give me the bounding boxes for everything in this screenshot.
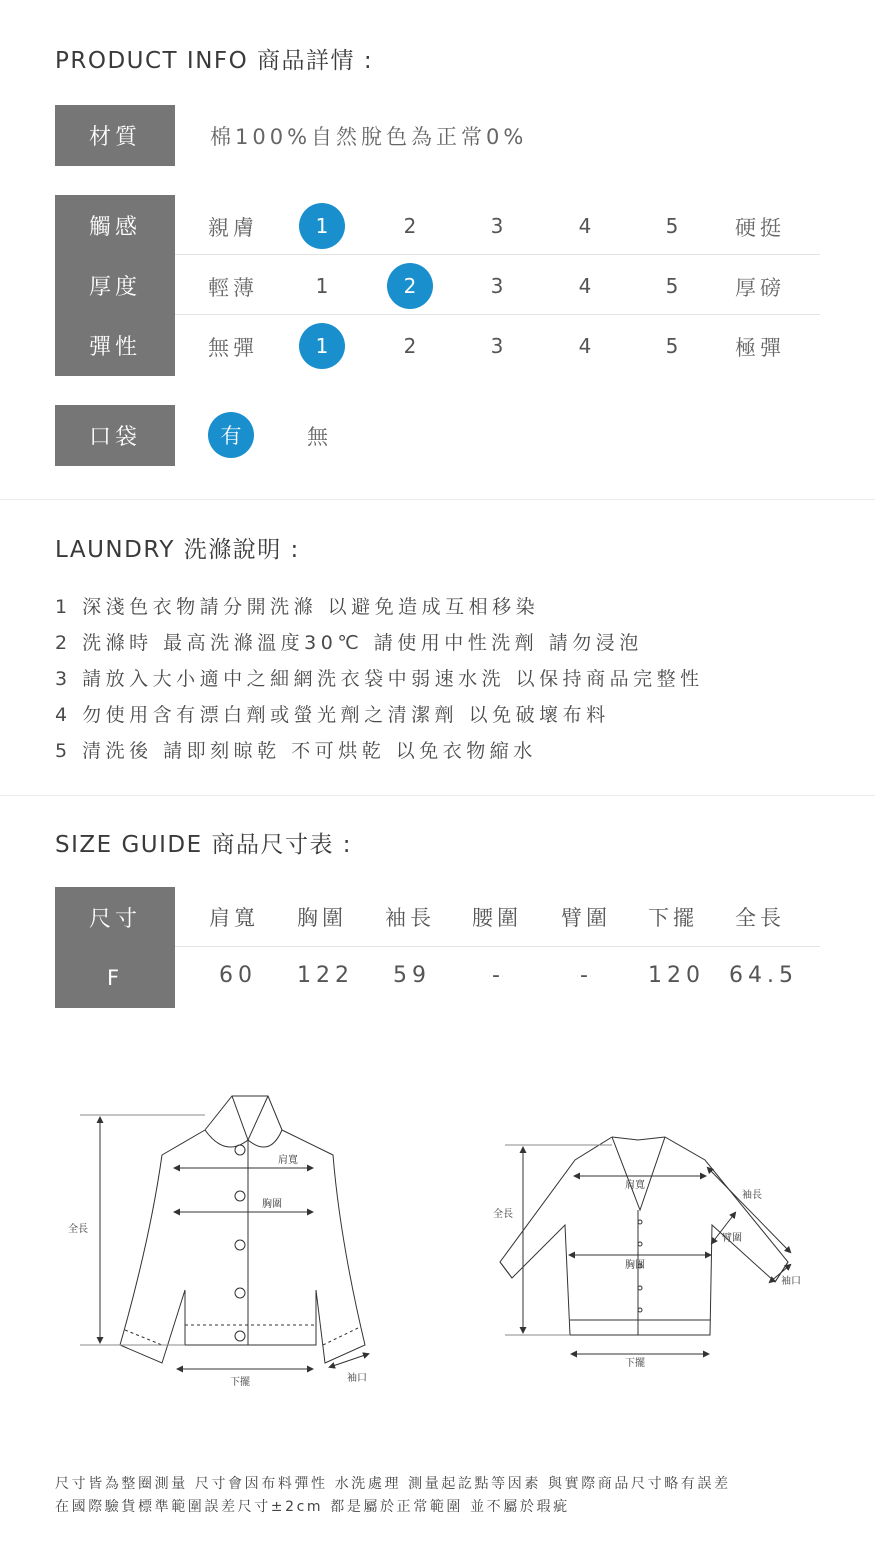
- pocket-option-no: 無: [307, 425, 332, 449]
- scale-level-1: 1: [315, 274, 329, 298]
- scale-high-label: 厚磅: [735, 276, 785, 300]
- laundry-item: 2 洗滌時 最高洗滌溫度30℃ 請使用中性洗劑 請勿浸泡: [55, 632, 643, 654]
- laundry-item: 1 深淺色衣物請分開洗滌 以避免造成互相移染: [55, 596, 540, 618]
- right-arm-label: 臂圍: [722, 1233, 742, 1244]
- pocket-option-yes: 有: [208, 412, 254, 458]
- row-divider: [175, 946, 820, 947]
- row-divider: [175, 254, 820, 255]
- size-row-label: F: [55, 947, 175, 1008]
- left-cuff-label: 袖口: [347, 1373, 367, 1384]
- right-sleeve-label: 袖長: [742, 1190, 762, 1201]
- material-label: 材質: [55, 105, 175, 166]
- left-hem-label: 下擺: [230, 1377, 250, 1388]
- size-cell: -: [580, 963, 593, 988]
- size-col-header: 肩寬: [209, 906, 259, 930]
- size-cell: 120: [648, 963, 705, 988]
- scale-low-label: 親膚: [208, 216, 258, 240]
- scale-level-5: 5: [665, 214, 679, 238]
- size-cell: 59: [393, 963, 431, 988]
- scale-label: 觸感: [55, 195, 175, 256]
- scale-level-5: 5: [665, 274, 679, 298]
- left-shoulder-label: 肩寬: [278, 1155, 298, 1166]
- scale-low-label: 無彈: [208, 336, 258, 360]
- product-info-title: PRODUCT INFO 商品詳情 :: [55, 48, 374, 74]
- scale-level-3: 3: [490, 334, 504, 358]
- scale-level-5: 5: [665, 334, 679, 358]
- size-cell: 122: [297, 963, 354, 988]
- scale-level-4: 4: [578, 334, 592, 358]
- size-guide-title: SIZE GUIDE 商品尺寸表 :: [55, 832, 353, 858]
- right-shoulder-label: 肩寬: [625, 1180, 645, 1191]
- scale-level-4: 4: [578, 214, 592, 238]
- scale-label: 彈性: [55, 315, 175, 376]
- left-length-label: 全長: [68, 1224, 88, 1235]
- scale-label: 厚度: [55, 255, 175, 316]
- section-divider: [0, 795, 875, 796]
- size-col-header: 下擺: [648, 906, 698, 930]
- jacket-measurement-diagram: [0, 1080, 875, 1420]
- size-col-header: 腰圍: [472, 906, 522, 930]
- size-col-header: 全長: [735, 906, 785, 930]
- size-col-header: 臂圍: [561, 906, 611, 930]
- right-chest-label: 胸圍: [625, 1260, 645, 1271]
- scale-high-label: 硬挺: [735, 216, 785, 240]
- size-cell: -: [492, 963, 505, 988]
- laundry-item: 3 請放入大小適中之細網洗衣袋中弱速水洗 以保持商品完整性: [55, 668, 704, 690]
- scale-level-1: 1: [299, 203, 345, 249]
- left-chest-label: 胸圍: [262, 1199, 282, 1210]
- scale-level-3: 3: [490, 274, 504, 298]
- size-note: 尺寸皆為整圈測量 尺寸會因布料彈性 水洗處理 測量起訖點等因素 與實際商品尺寸略有誤差: [55, 1476, 731, 1492]
- size-cell: 64.5: [729, 963, 798, 988]
- size-col-header: 袖長: [385, 906, 435, 930]
- scale-level-2: 2: [403, 214, 417, 238]
- size-cell: 60: [219, 963, 257, 988]
- scale-level-4: 4: [578, 274, 592, 298]
- scale-level-1: 1: [299, 323, 345, 369]
- pocket-label: 口袋: [55, 405, 175, 466]
- scale-high-label: 極彈: [735, 336, 785, 360]
- laundry-item: 4 勿使用含有漂白劑或螢光劑之清潔劑 以免破壞布料: [55, 704, 610, 726]
- laundry-item: 5 清洗後 請即刻晾乾 不可烘乾 以免衣物縮水: [55, 740, 537, 762]
- laundry-title: LAUNDRY 洗滌說明 :: [55, 537, 300, 563]
- size-col-header: 胸圍: [297, 906, 347, 930]
- scale-level-3: 3: [490, 214, 504, 238]
- size-note: 在國際驗貨標準範圍誤差尺寸±2cm 都是屬於正常範圍 並不屬於瑕疵: [55, 1499, 570, 1515]
- scale-level-2: 2: [387, 263, 433, 309]
- right-hem-label: 下擺: [625, 1358, 645, 1369]
- right-cuff-label: 袖口: [781, 1276, 801, 1287]
- scale-level-2: 2: [403, 334, 417, 358]
- row-divider: [175, 314, 820, 315]
- scale-low-label: 輕薄: [208, 276, 258, 300]
- size-header-label: 尺寸: [55, 887, 175, 948]
- section-divider: [0, 499, 875, 500]
- right-length-label: 全長: [493, 1209, 513, 1220]
- material-value: 棉100%自然脫色為正常0%: [210, 125, 528, 149]
